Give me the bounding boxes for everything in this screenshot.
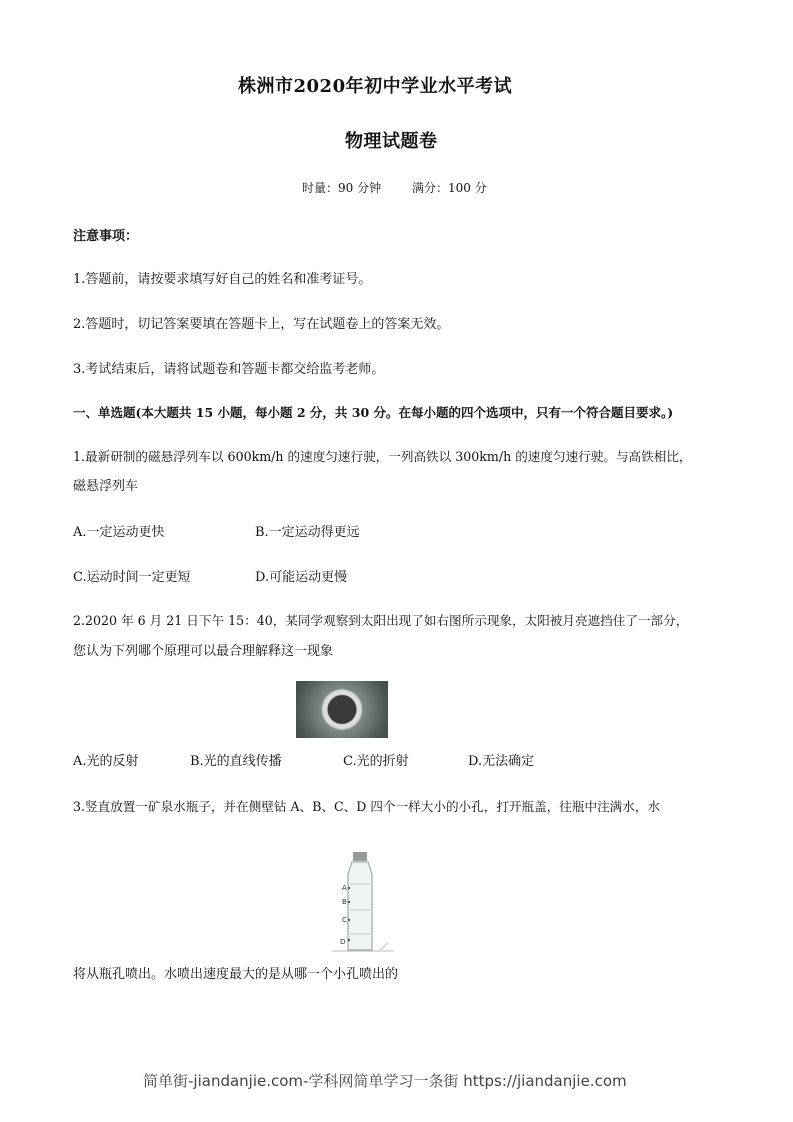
q2-option-d: D.无法确定: [468, 754, 535, 769]
bottle-label-a: A: [342, 884, 347, 892]
exam-time: 时量：90 分钟: [302, 181, 382, 195]
q2-option-b: B.光的直线传播: [190, 754, 282, 769]
q1-option-d: D.可能运动更慢: [255, 570, 348, 585]
q3-stem-line2: 将从瓶孔喷出。水喷出速度最大的是从哪一个小孔喷出的: [73, 967, 399, 982]
q3-stem-line1: 3.竖直放置一矿泉水瓶子，并在侧壁钻 A、B、C、D 四个一样大小的小孔，打开瓶盖，往瓶中注满水，水: [73, 799, 661, 814]
bottle-label-d: D: [340, 938, 346, 946]
exam-score: 满分：100 分: [412, 181, 487, 195]
q2-stem-line2: 您认为下列哪个原理可以最合理解释这一现象: [73, 644, 334, 659]
exam-title: 株洲市2020年初中学业水平考试: [238, 76, 513, 97]
eclipse-photo: [296, 681, 388, 738]
notice-item-2: 2.答题时，切记答案要填在答题卡上，写在试题卷上的答案无效。: [73, 317, 450, 332]
q2-option-c: C.光的折射: [343, 754, 409, 769]
q1-option-b: B.一定运动得更远: [255, 525, 360, 540]
notice-heading: 注意事项：: [73, 229, 139, 244]
q2-option-a: A.光的反射: [73, 754, 139, 769]
bottle-cap: [353, 852, 367, 861]
notice-item-1: 1.答题前，请按要求填写好自己的姓名和准考证号。: [73, 272, 372, 287]
q1-stem-line1: 1.最新研制的磁悬浮列车以 600km/h 的速度匀速行驶，一列高铁以 300km/h 的速度匀速行驶。与高铁相比，: [73, 449, 692, 464]
page-footer: 简单街-jiandanjie.com-学科网简单学习一条街 https://jiandanjie.com: [143, 1072, 627, 1090]
q1-option-a: A.一定运动更快: [73, 525, 165, 540]
notice-item-3: 3.考试结束后，请将试题卷和答题卡都交给监考老师。: [73, 362, 385, 377]
bottle-body: [348, 862, 372, 950]
water-bottle-figure: [322, 850, 402, 958]
bottle-label-c: C: [342, 916, 347, 924]
section-heading: 一、单选题(本大题共 15 小题，每小题 2 分，共 30 分。在每小题的四个选项中，只有一个符合题目要求。): [73, 405, 674, 420]
exam-subtitle: 物理试题卷: [345, 131, 438, 152]
q1-option-c: C.运动时间一定更短: [73, 570, 191, 585]
q1-stem-line2: 磁悬浮列车: [73, 479, 139, 494]
q2-stem-line1: 2.2020 年 6 月 21 日下午 15：40，某同学观察到太阳出现了如右图所示现象，太阳被月亮遮挡住了一部分，: [73, 613, 689, 628]
bottle-label-b: B: [342, 898, 347, 906]
